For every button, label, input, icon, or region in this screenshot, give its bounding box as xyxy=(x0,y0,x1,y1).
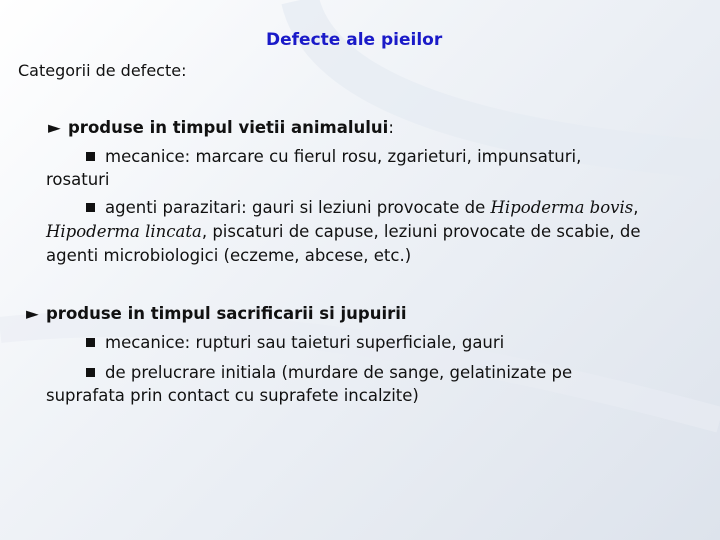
section2-item2-line2: suprafata prin contact cu suprafete incalzite) xyxy=(46,386,419,405)
section2-heading-row xyxy=(26,303,407,325)
page-title: Defecte ale pieilor xyxy=(266,30,443,50)
square-bullet-icon xyxy=(86,203,95,212)
section2-item2-line1 xyxy=(86,362,572,384)
section1-item1-text: mecanice: marcare cu fierul rosu, zgarieturi, impunsaturi, xyxy=(105,147,582,166)
section2-heading: produse in timpul sacrificarii si jupuirii xyxy=(46,304,407,323)
section1-heading: produse in timpul vietii animalului xyxy=(68,118,389,137)
categories-label: Categorii de defecte: xyxy=(18,61,187,80)
section1-item1-line1 xyxy=(86,146,581,168)
section2-item2-text: de prelucrare initiala (murdare de sange, gelatinizate pe xyxy=(105,363,573,382)
square-bullet-icon xyxy=(86,152,95,161)
section1-item1-line2: rosaturi xyxy=(46,170,110,189)
section2-item1-text: mecanice: rupturi sau taieturi superficiale, gauri xyxy=(105,333,505,352)
section2-item1 xyxy=(86,332,504,354)
section1-item2-line3: agenti microbiologici (eczeme, abcese, etc.) xyxy=(46,246,412,265)
section1-item2-line2 xyxy=(46,221,641,243)
arrow-bullet-icon: ► xyxy=(26,304,39,323)
square-bullet-icon xyxy=(86,338,95,347)
species-name-italic-2: Hipoderma lincata xyxy=(46,222,202,241)
section1-item2-line2-text: , piscaturi de capuse, leziuni provocate de scabie, de xyxy=(201,222,641,241)
section1-heading-row xyxy=(48,117,394,139)
section1-item2-text: agenti parazitari: gauri si leziuni provocate de xyxy=(105,198,491,217)
section1-item2-line1 xyxy=(86,197,638,219)
comma-text: , xyxy=(633,198,639,217)
species-name-italic: Hipoderma bovis xyxy=(490,198,634,217)
arrow-bullet-icon: ► xyxy=(48,118,61,137)
square-bullet-icon xyxy=(86,368,95,377)
section1-colon: : xyxy=(388,118,394,137)
